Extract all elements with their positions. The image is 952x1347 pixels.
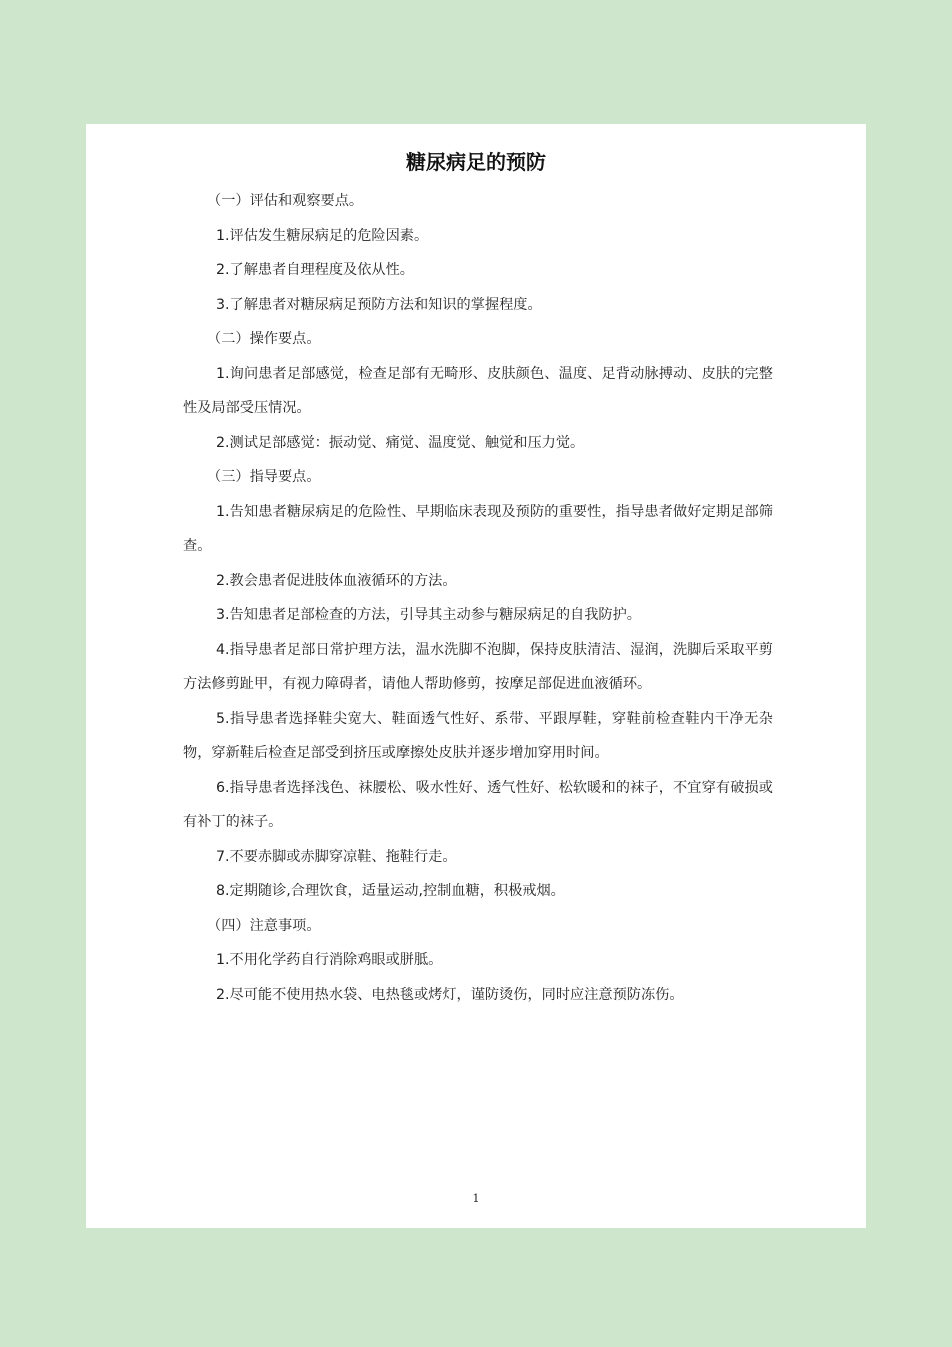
paragraph: 3.了解患者对糖尿病足预防方法和知识的掌握程度。 xyxy=(216,296,542,313)
paragraph: 6.指导患者选择浅色、袜腰松、吸水性好、透气性好、松软暖和的袜子，不宜穿有破损或有补丁的袜子。 xyxy=(183,779,773,830)
paragraph: 2.测试足部感觉：振动觉、痛觉、温度觉、触觉和压力觉。 xyxy=(216,434,585,451)
paragraph: 2.了解患者自理程度及依从性。 xyxy=(216,262,414,278)
paragraph: 1.告知患者糖尿病足的危险性、早期临床表现及预防的重要性，指导患者做好定期足部筛查。 xyxy=(183,503,773,554)
document-page xyxy=(86,124,866,1228)
paragraph: 7.不要赤脚或赤脚穿凉鞋、拖鞋行走。 xyxy=(216,848,457,865)
paragraph: 1.不用化学药自行消除鸡眼或胼胝。 xyxy=(216,952,443,968)
section-heading: （二）操作要点。 xyxy=(207,331,321,347)
document-body xyxy=(183,184,773,1012)
section-heading: （三）指导要点。 xyxy=(207,469,321,485)
page-title: 糖尿病足的预防 xyxy=(406,150,546,174)
paragraph: 1.询问患者足部感觉，检查足部有无畸形、皮肤颜色、温度、足背动脉搏动、皮肤的完整性及局部受压情况。 xyxy=(183,365,773,416)
paragraph: 2.尽可能不使用热水袋、电热毯或烤灯，谨防烫伤，同时应注意预防冻伤。 xyxy=(216,986,684,1003)
paragraph: 5.指导患者选择鞋尖宽大、鞋面透气性好、系带、平跟厚鞋，穿鞋前检查鞋内干净无杂物，穿新鞋后检查足部受到挤压或摩擦处皮肤并逐步增加穿用时间。 xyxy=(183,710,773,761)
section-heading: （一）评估和观察要点。 xyxy=(207,193,364,209)
section-heading: （四）注意事项。 xyxy=(207,917,321,934)
paragraph: 4.指导患者足部日常护理方法，温水洗脚不泡脚，保持皮肤清洁、湿润，洗脚后采取平剪方法修剪趾甲，有视力障碍者，请他人帮助修剪，按摩足部促进血液循环。 xyxy=(183,641,773,692)
paragraph: 1.评估发生糖尿病足的危险因素。 xyxy=(216,227,429,244)
paragraph: 2.教会患者促进肢体血液循环的方法。 xyxy=(216,572,457,589)
paragraph: 3.告知患者足部检查的方法，引导其主动参与糖尿病足的自我防护。 xyxy=(216,607,641,623)
paragraph: 8.定期随诊,合理饮食，适量运动,控制血糖，积极戒烟。 xyxy=(216,883,565,899)
page-number: 1 xyxy=(472,1192,480,1205)
